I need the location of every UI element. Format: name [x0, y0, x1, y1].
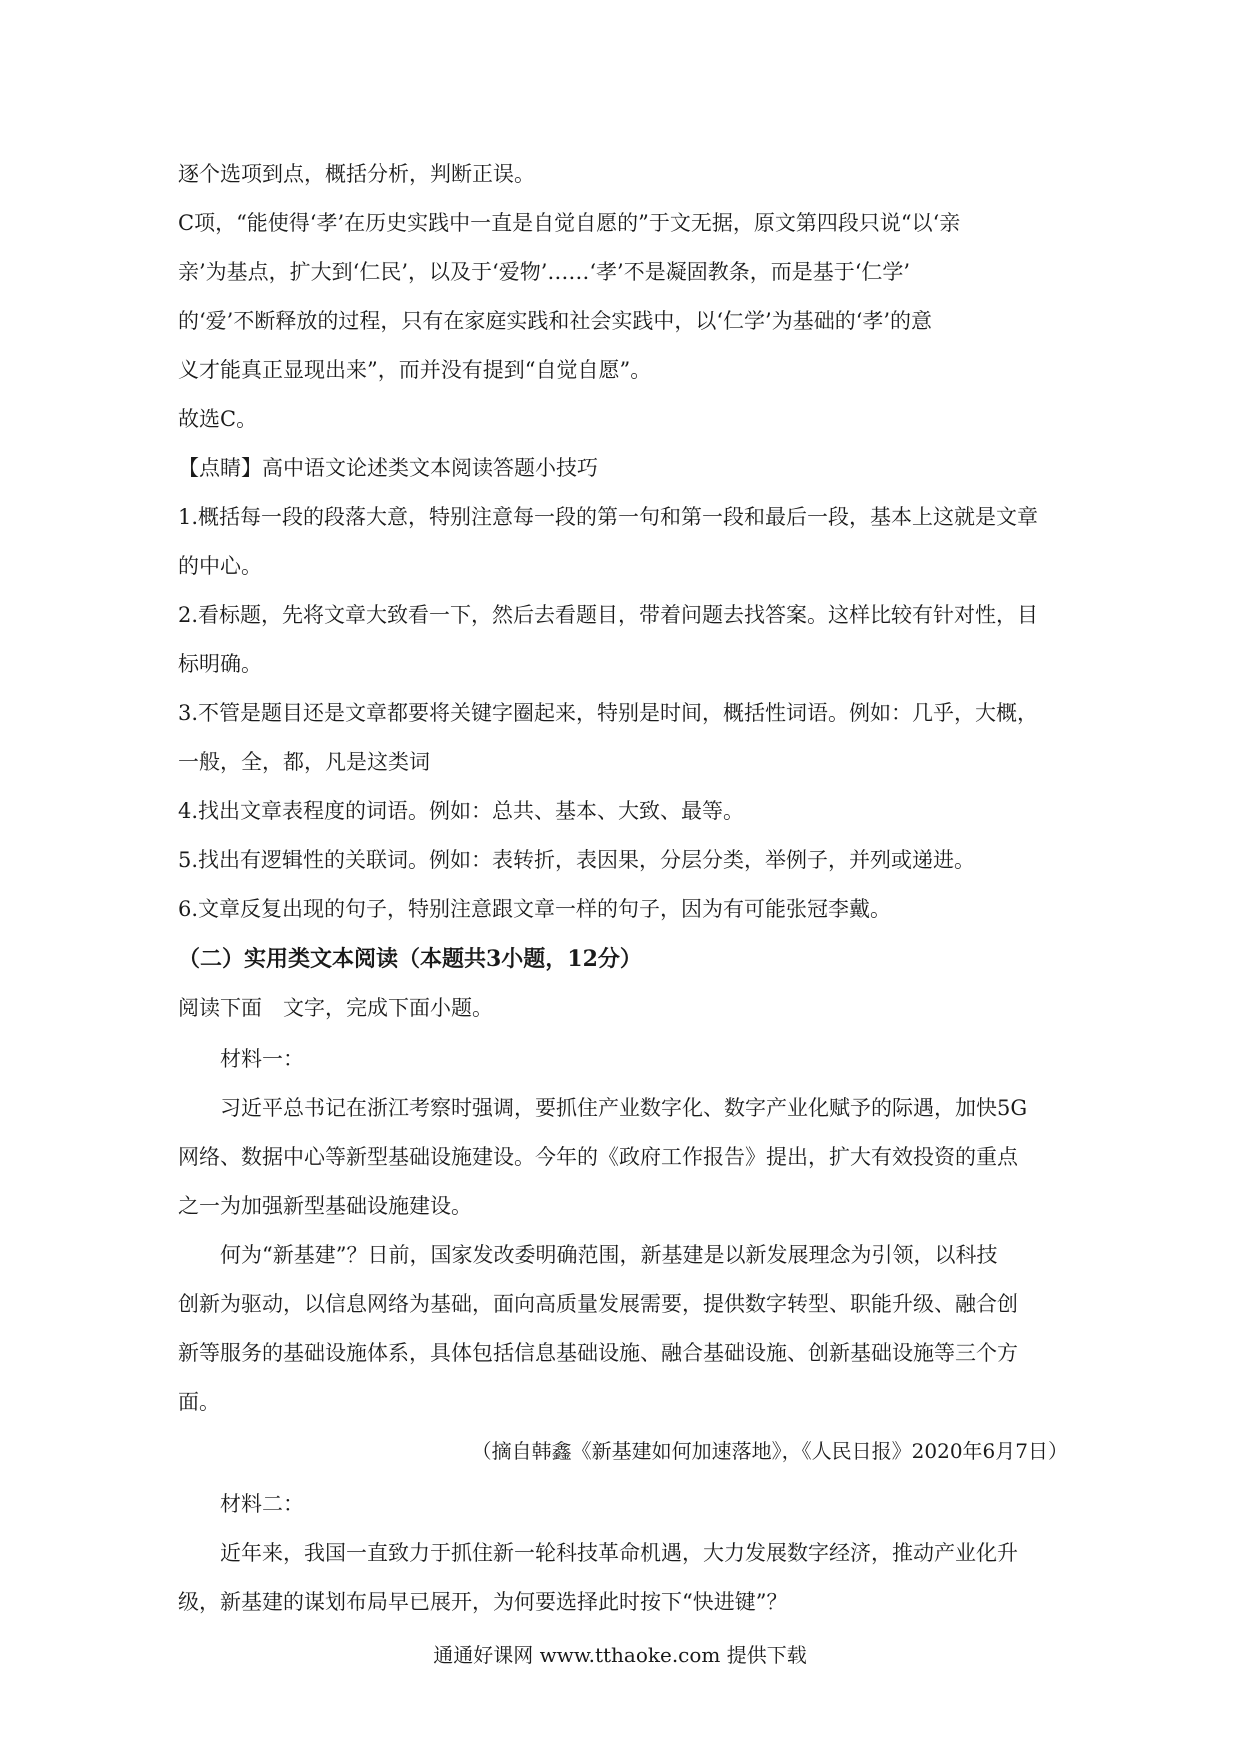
tip-item: 6.文章反复出现的句子，特别注意跟文章一样的句子，因为有可能张冠李戴。 — [178, 897, 892, 921]
section-two — [178, 935, 1068, 1033]
text-line: C项，“能使得‘孝’在历史实践中一直是自觉自愿的”于文无据，原文第四段只说“以‘亲 — [178, 211, 961, 235]
tip-item: 的中心。 — [178, 554, 262, 578]
tip-item: 2.看标题，先将文章大致看一下，然后去看题目，带着问题去找答案。这样比较有针对性，目 — [178, 603, 1039, 627]
text-line: 亲’为基点，扩大到‘仁民’，以及于‘爱物’……‘孝’不是凝固教条，而是基于‘仁学’ — [178, 260, 911, 284]
tip-item: 1.概括每一段的段落大意，特别注意每一段的第一句和第一段和最后一段，基本上这就是文章 — [178, 505, 1039, 529]
answer-line: 故选C。 — [178, 407, 258, 431]
material-text: 何为“新基建”？日前，国家发改委明确范围，新基建是以新发展理念为引领，以科技 — [220, 1243, 998, 1267]
material-text: 创新为驱动，以信息网络为基础，面向高质量发展需要，提供数字转型、职能升级、融合创 — [178, 1292, 1018, 1316]
material-source: （摘自韩鑫《新基建如何加速落地》，《人民日报》2020年6月7日） — [471, 1439, 1068, 1463]
material-text: 网络、数据中心等新型基础设施建设。今年的《政府工作报告》提出，扩大有效投资的重点 — [178, 1145, 1018, 1169]
page-footer: 通通好课网 www.tthaoke.com 提供下载 — [433, 1643, 807, 1667]
tip-item: 3.不管是题目还是文章都要将关键字圈起来，特别是时间，概括性词语。例如：几乎，大概， — [178, 701, 1039, 725]
tip-item: 标明确。 — [178, 652, 262, 676]
text-line: 逐个选项到点，概括分析，判断正误。 — [178, 162, 535, 186]
tip-heading: 【点睛】高中语文论述类文本阅读答题小技巧 — [178, 456, 598, 480]
material-text: 面。 — [178, 1390, 220, 1414]
section-heading: （二）实用类文本阅读（本题共3小题，12分） — [178, 946, 642, 972]
instruction: 阅读下面 文字，完成下面小题。 — [178, 996, 493, 1020]
material-text: 新等服务的基础设施体系，具体包括信息基础设施、融合基础设施、创新基础设施等三个方 — [178, 1341, 1018, 1365]
material-label: 材料一： — [220, 1047, 304, 1071]
material-two — [178, 1480, 1068, 1627]
material-text: 之一为加强新型基础设施建设。 — [178, 1194, 472, 1218]
material-text: 习近平总书记在浙江考察时强调，要抓住产业数字化、数字产业化赋予的际遇，加快5G — [220, 1096, 1028, 1120]
text-line: 义才能真正显现出来”，而并没有提到“自觉自愿”。 — [178, 358, 652, 382]
material-text: 近年来，我国一直致力于抓住新一轮科技革命机遇，大力发展数字经济，推动产业化升 — [220, 1541, 1018, 1565]
tip-item: 5.找出有逻辑性的关联词。例如：表转折，表因果，分层分类，举例子，并列或递进。 — [178, 848, 976, 872]
tip-item: 一般，全，都，凡是这类词 — [178, 750, 430, 774]
material-one — [178, 1035, 1068, 1476]
material-label: 材料二： — [220, 1492, 304, 1516]
tip-item: 4.找出文章表程度的词语。例如：总共、基本、大致、最等。 — [178, 799, 745, 823]
material-text: 级，新基建的谋划布局早已展开，为何要选择此时按下“快进键”？ — [178, 1590, 788, 1614]
text-line: 的‘爱’不断释放的过程，只有在家庭实践和社会实践中，以‘仁学’为基础的‘孝’的意 — [178, 309, 933, 333]
answer-analysis — [178, 150, 1068, 934]
